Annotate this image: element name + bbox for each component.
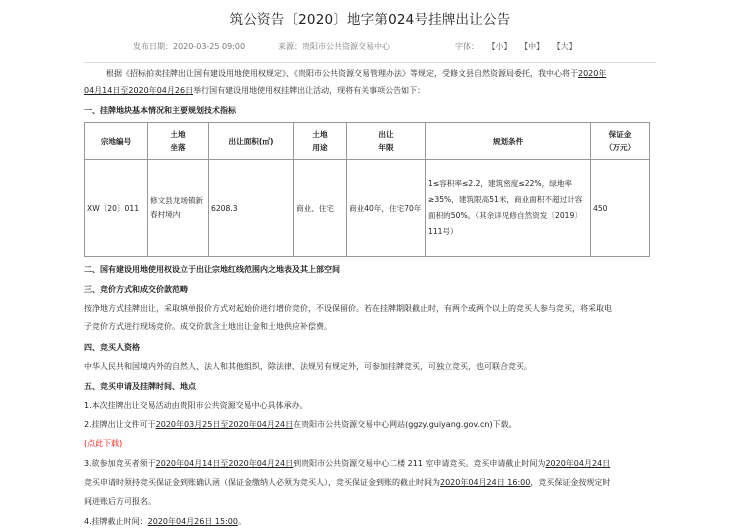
cell-conditions: 1≤容积率≤2.2，建筑密度≤22%，绿地率≥35%，建筑限高51米，商业面积不超过计容面积的50%。（其余详见修自然资发〔2019〕111号） — [426, 160, 591, 257]
cell-code: XW〔20〕011 — [85, 160, 148, 257]
col-use: 土地 用途 — [294, 123, 347, 160]
col-conditions: 规划条件 — [426, 123, 591, 160]
table-row — [85, 160, 650, 257]
intro-line-2 — [84, 84, 656, 98]
cell-deposit: 450 — [591, 160, 650, 257]
source: 来源：贵阳市公共资源交易中心 — [278, 42, 390, 51]
paragraph-5-item-4: 4.挂牌截止时间：2020年04月26日 15:00。 — [84, 517, 246, 526]
paragraph-5-item-1: 1.本次挂牌出让交易活动由贵阳市公共资源交易中心具体承办。 — [84, 401, 308, 410]
download-period: 2020年03月25日至2020年04月24日 — [155, 420, 294, 429]
download-link[interactable]: (点此下载) — [84, 439, 123, 448]
paragraph-3-line-1: 按净地方式挂牌出让，采取填单报价方式对起始价进行增价竞价，不设保留价。若在挂牌期限截止时，有两个或两个以上的竞买人参与竞买，将采取电 — [84, 304, 612, 313]
paragraph-5-item-3-end: 间进账后方可报名。 — [84, 497, 156, 506]
table-header-row — [85, 123, 650, 160]
cell-area: 6208.3 — [209, 160, 294, 257]
font-medium-button[interactable]: 【中】 — [520, 42, 545, 51]
col-code: 宗地编号 — [85, 123, 148, 160]
paragraph-3-line-2: 子竞价方式进行现场竞价。成交价款含土地出让金和土地供应补偿费。 — [84, 322, 332, 331]
cell-use: 商业、住宅 — [294, 160, 347, 257]
col-area: 出让面积(㎡) — [209, 123, 294, 160]
col-term: 出让 年限 — [347, 123, 426, 160]
section-5-heading: 五、竞买申请及挂牌时间、地点 — [84, 382, 196, 391]
section-3-heading: 三、竞价方式和成交价款范畴 — [84, 285, 188, 294]
divider — [84, 62, 656, 63]
land-info-table — [84, 122, 650, 257]
section-2-heading: 二、国有建设用地使用权设立于出让宗地红线范围内之地表及其上部空间 — [84, 265, 340, 274]
deposit-deadline: 2020年04月24日 16:00 — [440, 478, 531, 487]
paragraph-5-item-3: 3.欲参加竞买者须于2020年04月14日至2020年04月24日到贵阳市公共资源交易中心二楼 211 室申请竞买。竞买申请截止时间为2020年04月24日 — [84, 459, 611, 468]
col-location: 土地 坐落 — [148, 123, 209, 160]
paragraph-5-item-3-cont: 竞买申请时须持竞买保证金到账确认函（保证金缴纳人必须为竞买人），竞买保证金到账的截止时间为2020年04月24日 16:00，竞买保证金按规定时 — [84, 478, 611, 487]
font-large-button[interactable]: 【大】 — [552, 42, 577, 51]
section-4-heading: 四、竞买人资格 — [84, 343, 140, 352]
section-1-heading: 一、挂牌地块基本情况和主要规划技术指标 — [84, 106, 236, 115]
intro-line-1 — [84, 67, 656, 81]
cell-location: 修文县龙场镇新春村境内 — [148, 160, 209, 257]
application-deadline: 2020年04月24日 — [545, 459, 611, 468]
intro-text-b: 举行国有建设用地使用权挂牌出让活动，现将有关事项公告如下： — [193, 86, 426, 95]
publish-date: 发布日期：2020-03-25 09:00 — [133, 42, 246, 51]
col-deposit: 保证金 （万元） — [591, 123, 650, 160]
paragraph-4: 中华人民共和国境内外的自然人、法人和其他组织，除法律、法规另有规定外，可参加挂牌竞买，可独立竞买，也可联合竞买。 — [84, 362, 532, 371]
paragraph-5-item-2: 2.挂牌出让文件可于2020年03月25日至2020年04月24日在贵阳市公共资源交易中心网站(ggzy.guiyang.gov.cn)下载。 — [84, 420, 517, 429]
page-title: 筑公资告〔2020〕地字第024号挂牌出让公告 — [229, 12, 511, 28]
application-period: 2020年04月14日至2020年04月24日 — [155, 459, 294, 468]
intro-date-b: 04月14日至2020年04月26日 — [84, 86, 194, 95]
intro-date-a: 2020年 — [578, 69, 607, 78]
cell-term: 商业40年，住宅70年 — [347, 160, 426, 257]
font-small-button[interactable]: 【小】 — [487, 42, 512, 51]
font-size-label: 字体： — [455, 42, 479, 51]
font-size-selector — [455, 41, 583, 52]
intro-text: 根据《招标拍卖挂牌出让国有建设用地使用权规定》、《贵阳市公共资源交易管理办法》等规定，受修文县自然资源局委托，我中心将于 — [106, 69, 578, 78]
listing-deadline: 2020年04月26日 15:00 — [147, 517, 238, 526]
